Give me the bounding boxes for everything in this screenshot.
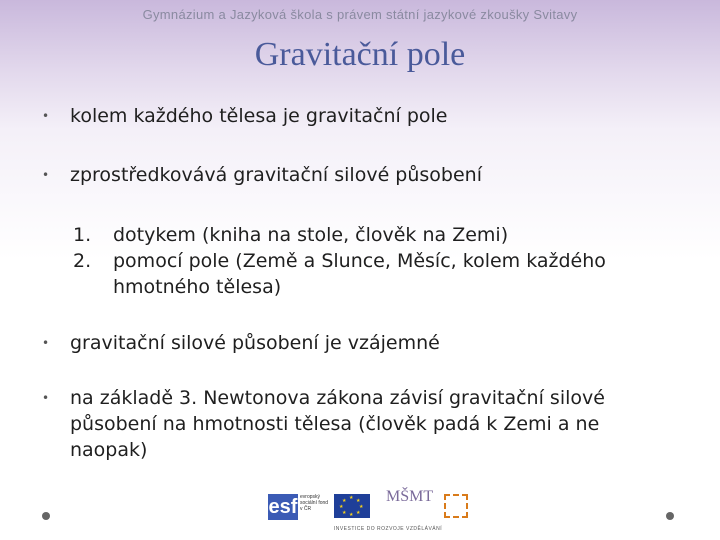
msmt-logo: MŠMT (386, 488, 434, 505)
logos-caption: INVESTICE DO ROZVOJE VZDĚLÁVÁNÍ (333, 526, 443, 532)
bullet-marker: • (42, 336, 50, 350)
bullet-item (40, 162, 660, 188)
slide-title: Gravitační pole (254, 36, 466, 73)
bullet-marker: • (42, 168, 50, 182)
bullet-text: na základě 3. Newtonova zákona závisí gravitační silové působení na hmotnosti tělesa (člověk padá k Zemi a ne naopak) (70, 387, 605, 461)
bullet-item (40, 103, 660, 129)
bullet-marker: • (42, 109, 50, 123)
bullet-marker: • (42, 391, 50, 405)
esf-logo: esf (268, 496, 298, 518)
corner-dot-right (666, 512, 674, 520)
bullet-item (40, 330, 660, 356)
esf-caption: evropský sociální fond v ČR (300, 494, 329, 512)
bullet-text: kolem každého tělesa je gravitační pole (70, 105, 448, 127)
bullet-text: gravitační silové působení je vzájemné (70, 332, 440, 354)
school-header: Gymnázium a Jazyková škola s právem státní jazykové zkoušky Svitavy (142, 7, 578, 22)
op-logo-icon (444, 494, 468, 518)
corner-dot-left (42, 512, 50, 520)
item-number: 2. (73, 250, 92, 272)
numbered-item (73, 222, 633, 248)
funding-logos (268, 488, 478, 536)
item-text: dotykem (kniha na stole, člověk na Zemi) (113, 224, 509, 246)
numbered-item (73, 248, 633, 300)
item-number: 1. (73, 224, 92, 246)
item-text: pomocí pole (Země a Slunce, Měsíc, kolem každého hmotného tělesa) (113, 250, 606, 298)
bullet-text: zprostředkovává gravitační silové působení (70, 164, 482, 186)
bullet-item (40, 385, 660, 463)
eu-flag-icon: ★ ★ ★ ★ ★ ★ ★ ★ (334, 494, 370, 518)
